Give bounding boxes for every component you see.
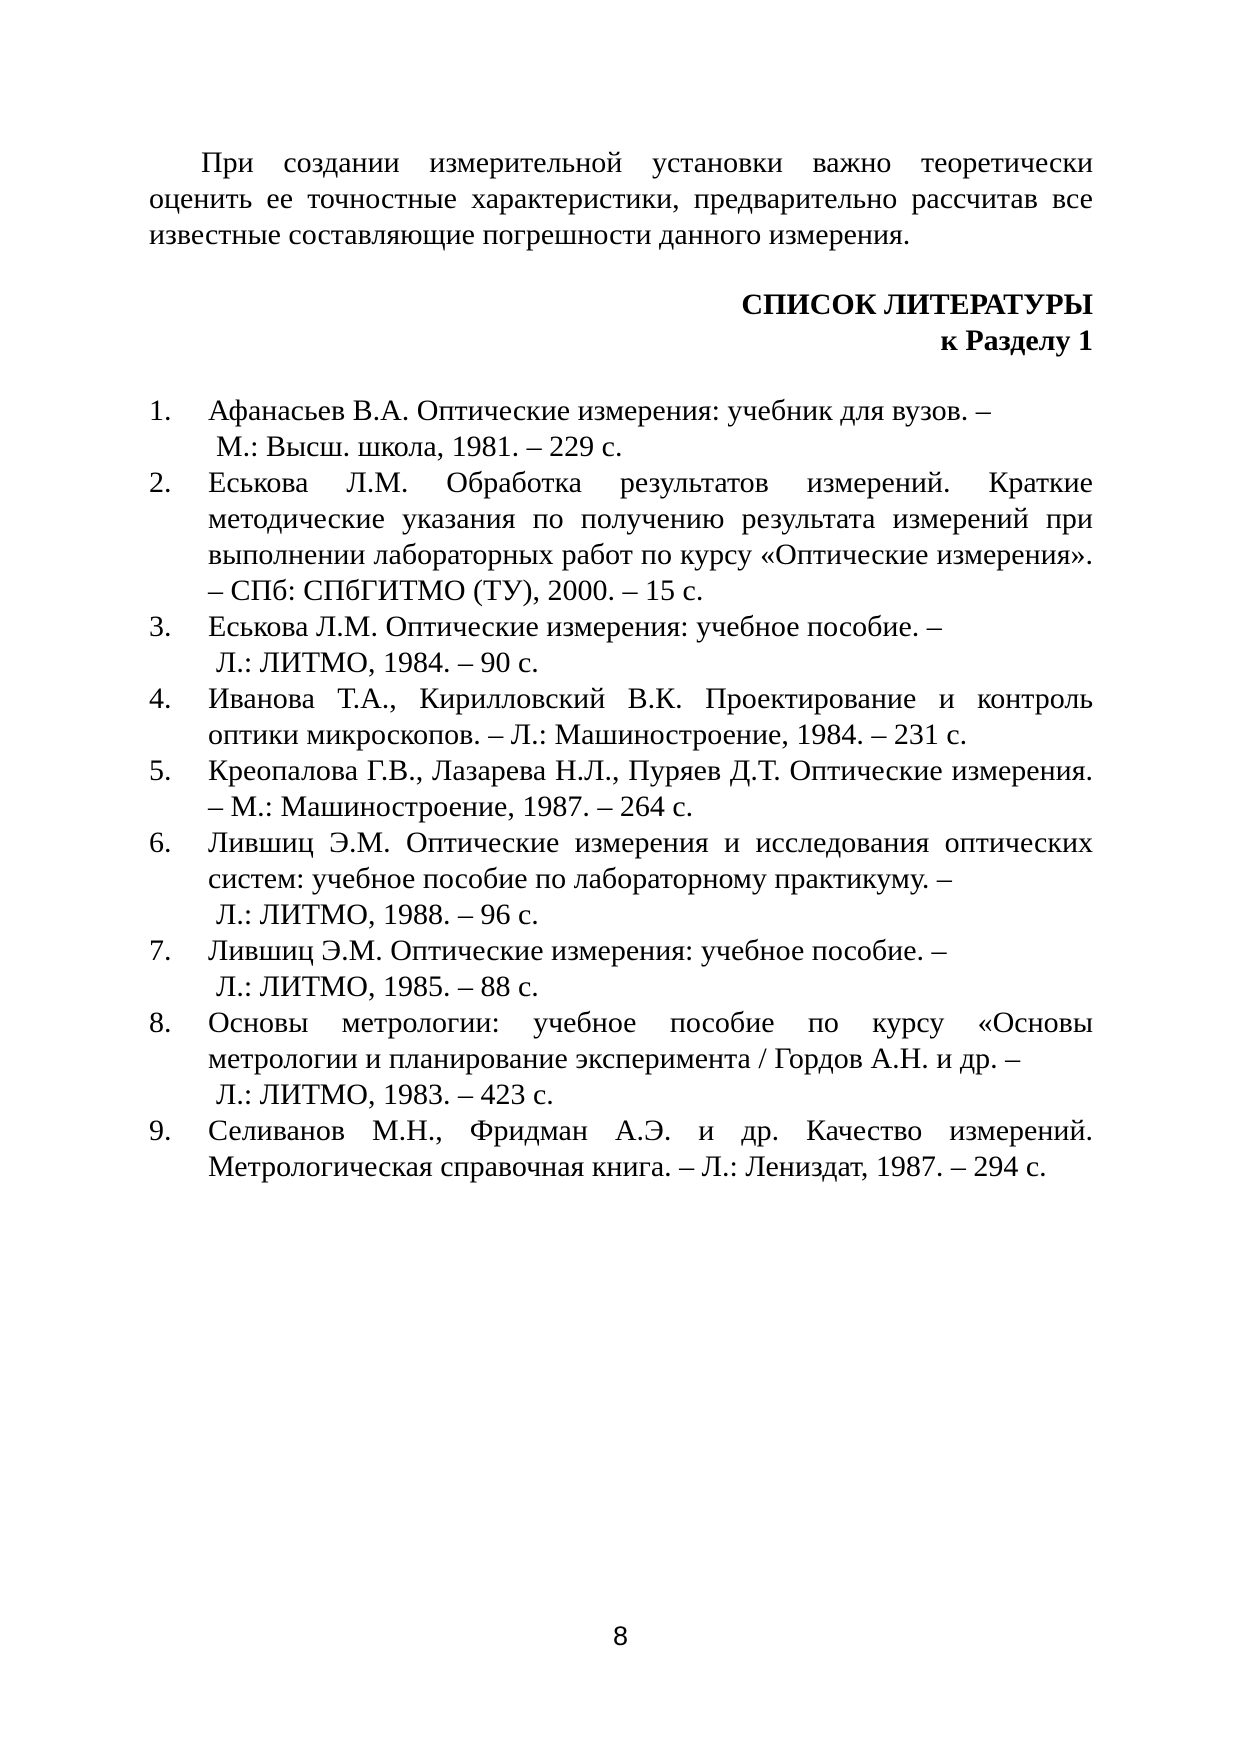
- reference-item: [149, 753, 1093, 825]
- bibliography-subtitle: к Разделу 1: [940, 324, 1093, 357]
- reference-continuation: Л.: ЛИТМО, 1983. – 423 с.: [216, 1078, 554, 1111]
- bibliography-title: СПИСОК ЛИТЕРАТУРЫ: [741, 288, 1093, 321]
- reference-text: Лившиц Э.М. Оптические измерения: учебное пособие. –: [208, 934, 947, 967]
- reference-number: 3.: [149, 610, 172, 643]
- bibliography-heading: [149, 287, 1093, 359]
- reference-continuation: Л.: ЛИТМО, 1985. – 88 с.: [216, 970, 539, 1003]
- reference-continuation: М.: Высш. школа, 1981. – 229 с.: [216, 430, 623, 463]
- reference-item: [149, 1113, 1093, 1185]
- reference-number: 1.: [149, 394, 172, 427]
- reference-text: Афанасьев В.А. Оптические измерения: учебник для вузов. –: [208, 394, 991, 427]
- document-page: [149, 145, 1093, 1185]
- reference-text: Селиванов М.Н., Фридман А.Э. и др. Качество измерений. Метрологическая справочная книга. – Л.: Лениздат, 1987. – 294 с.: [208, 1114, 1093, 1183]
- reference-item: [149, 825, 1093, 933]
- reference-number: 8.: [149, 1006, 172, 1039]
- reference-item: [149, 609, 1093, 681]
- reference-number: 6.: [149, 826, 172, 859]
- reference-item: [149, 933, 1093, 1005]
- reference-continuation: Л.: ЛИТМО, 1984. – 90 с.: [216, 646, 539, 679]
- reference-item: [149, 393, 1093, 465]
- reference-number: 5.: [149, 754, 172, 787]
- reference-item: [149, 681, 1093, 753]
- page-number: 8: [612, 1621, 629, 1651]
- reference-text: Иванова Т.А., Кирилловский В.К. Проектирование и контроль оптики микроскопов. – Л.: Машиностроение, 1984. – 231 с.: [208, 682, 1093, 751]
- reference-item: [149, 465, 1093, 609]
- reference-list: [149, 393, 1093, 1185]
- reference-text: Основы метрологии: учебное пособие по курсу «Основы метрологии и планирование эксперимента / Гордов А.Н. и др. –: [208, 1006, 1093, 1075]
- reference-number: 2.: [149, 466, 172, 499]
- intro-paragraph: При создании измерительной установки важно теоретически оценить ее точностные характеристики, предварительно рассчитав все известные составляющие погрешности данного измерения.: [149, 146, 1093, 251]
- reference-number: 7.: [149, 934, 172, 967]
- reference-text: Лившиц Э.М. Оптические измерения и исследования оптических систем: учебное пособие по лабораторному практикуму. –: [208, 826, 1093, 895]
- reference-text: Еськова Л.М. Обработка результатов измерений. Краткие методические указания по получению результата измерений при выполнении лабораторных работ по курсу «Оптические измерения». – СПб: СПбГИТМО (ТУ), 2000. – 15 с.: [208, 466, 1093, 607]
- reference-text: Еськова Л.М. Оптические измерения: учебное пособие. –: [208, 610, 942, 643]
- reference-item: [149, 1005, 1093, 1113]
- reference-continuation: Л.: ЛИТМО, 1988. – 96 с.: [216, 898, 539, 931]
- reference-number: 4.: [149, 682, 172, 715]
- reference-number: 9.: [149, 1114, 172, 1147]
- reference-text: Креопалова Г.В., Лазарева Н.Л., Пуряев Д.Т. Оптические измерения. – М.: Машиностроение, 1987. – 264 с.: [208, 754, 1093, 823]
